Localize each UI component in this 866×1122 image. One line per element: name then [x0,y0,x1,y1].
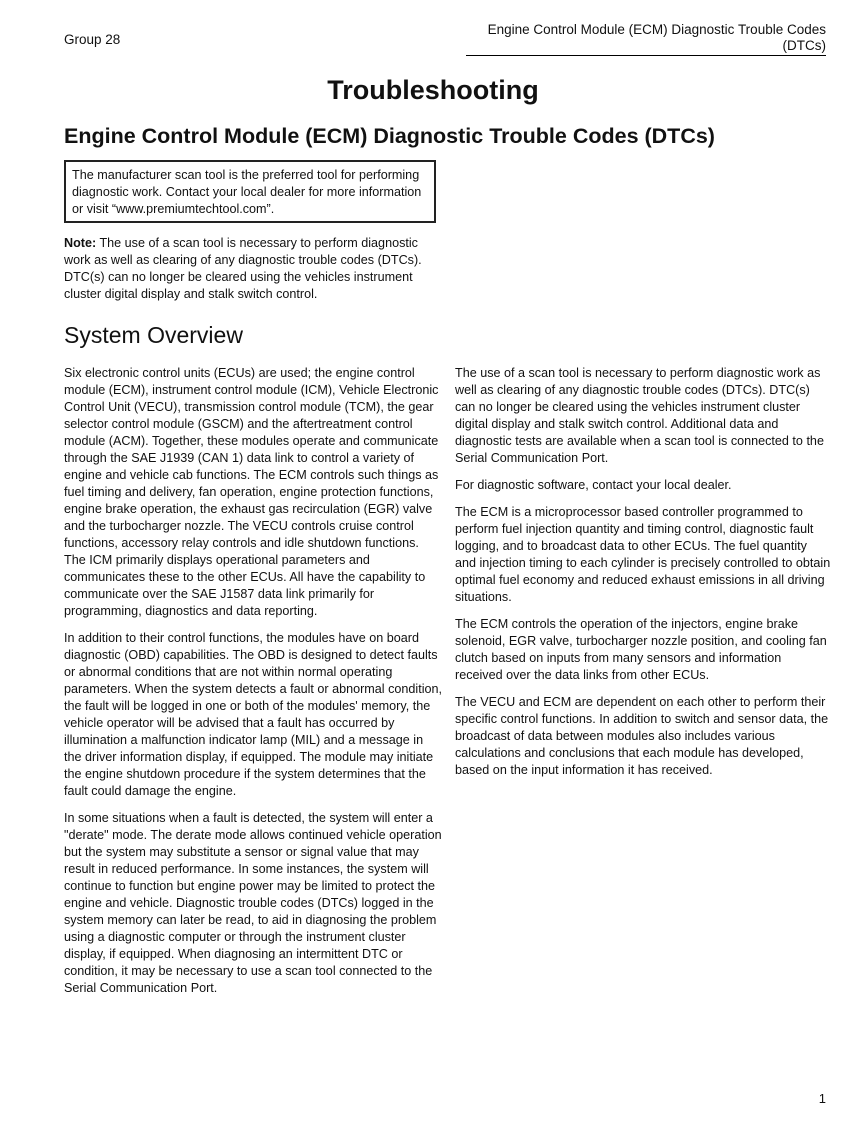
paragraph: In addition to their control functions, the modules have on board diagnostic (OBD) capabilities. The OBD is designed to detect faults or abnormal conditions that are not within normal operating parameters. When the system detects a fault or abnormal condition, the fault will be logged in one or both of the modules' memory, the vehicle operator will be advised that a fault has occurred by illumination a malfunction indicator lamp (MIL) and a message in the driver information display, if equipped. The module may initiate the engine shutdown procedure if the system determines that the fault could damage the engine. [64,631,442,798]
page-number: 1 [818,1091,826,1106]
note-paragraph [64,235,439,303]
header-group: Group 28 [64,32,121,47]
notice-box: The manufacturer scan tool is the preferred tool for performing diagnostic work. Contact your local dealer for more information or visit “www.premiumtechtool.com”. [64,160,436,223]
page-title: Troubleshooting [327,75,539,105]
paragraph: In some situations when a fault is detected, the system will enter a "derate" mode. The derate mode allows continued vehicle operation but the system may substitute a sensor or signal value that may result in reduced performance. In some instances, the system will continue to function but engine power may be limited to protect the engine and vehicle. Diagnostic trouble codes (DTCs) logged in the system memory can later be read, to aid in diagnosing the problem using a diagnostic computer or through the instrument cluster display, if equipped. When diagnosing an intermittent DTC or condition, it may be necessary to use a scan tool connected to the Serial Communication Port. [64,811,442,995]
page-subtitle: Engine Control Module (ECM) Diagnostic Trouble Codes (DTCs) [64,124,715,148]
right-column [455,365,831,789]
paragraph: For diagnostic software, contact your local dealer. [455,478,732,492]
header-doc-title: Engine Control Module (ECM) Diagnostic Trouble Codes (DTCs) [466,22,826,56]
paragraph: The ECM is a microprocessor based controller programmed to perform fuel injection quantity and timing control, diagnostic fault logging, and to broadcast data to other ECUs. The fuel quantity and injection timing to each cylinder is precisely controlled to obtain optimal fuel economy and reduced exhaust emissions in all driving situations. [455,505,831,604]
section-heading: System Overview [64,322,243,348]
paragraph: The use of a scan tool is necessary to perform diagnostic work as well as clearing of any diagnostic trouble codes (DTCs). DTC(s) can no longer be cleared using the vehicles instrument cluster digital display and stalk switch control. Additional data and diagnostic tests are available when a scan tool is connected to the Serial Communication Port. [455,366,824,465]
paragraph: The VECU and ECM are dependent on each other to perform their specific control functions. In addition to switch and sensor data, the broadcast of data between modules also includes various calculations and conclusions that each module has developed, based on the input information it has received. [455,695,829,777]
left-column [64,365,442,1007]
paragraph: Six electronic control units (ECUs) are used; the engine control module (ECM), instrument control module (ICM), Vehicle Electronic Control Unit (VECU), transmission control module (TCM), the gear selector control module (GSCM) and the aftertreatment control module (ACM). Together, these modules operate and communicate through the SAE J1939 (CAN 1) data link to control a variety of engine and vehicle cab functions. The ECM controls such things as fuel timing and delivery, fan operation, engine protection functions, engine brake operation, the exhaust gas recirculation (EGR) valve and the turbocharger nozzle. The VECU controls cruise control functions, accessory relay controls and idle shutdown functions. The ICM primarily displays operational parameters and communicates these to the other ECUs. All have the capability to communicate over the SAE J1587 data link primarily for programming, diagnostics and data reporting. [64,366,439,618]
note-label: Note: [64,236,97,250]
note-text: The use of a scan tool is necessary to perform diagnostic work as well as clearing of any diagnostic trouble codes (DTCs). DTC(s) can no longer be cleared using the vehicles instrument cluster digital display and stalk switch control. [64,236,422,301]
paragraph: The ECM controls the operation of the injectors, engine brake solenoid, EGR valve, turbocharger nozzle position, and cooling fan clutch based on inputs from many sensors and information received over the data links from other ECUs. [455,617,827,682]
